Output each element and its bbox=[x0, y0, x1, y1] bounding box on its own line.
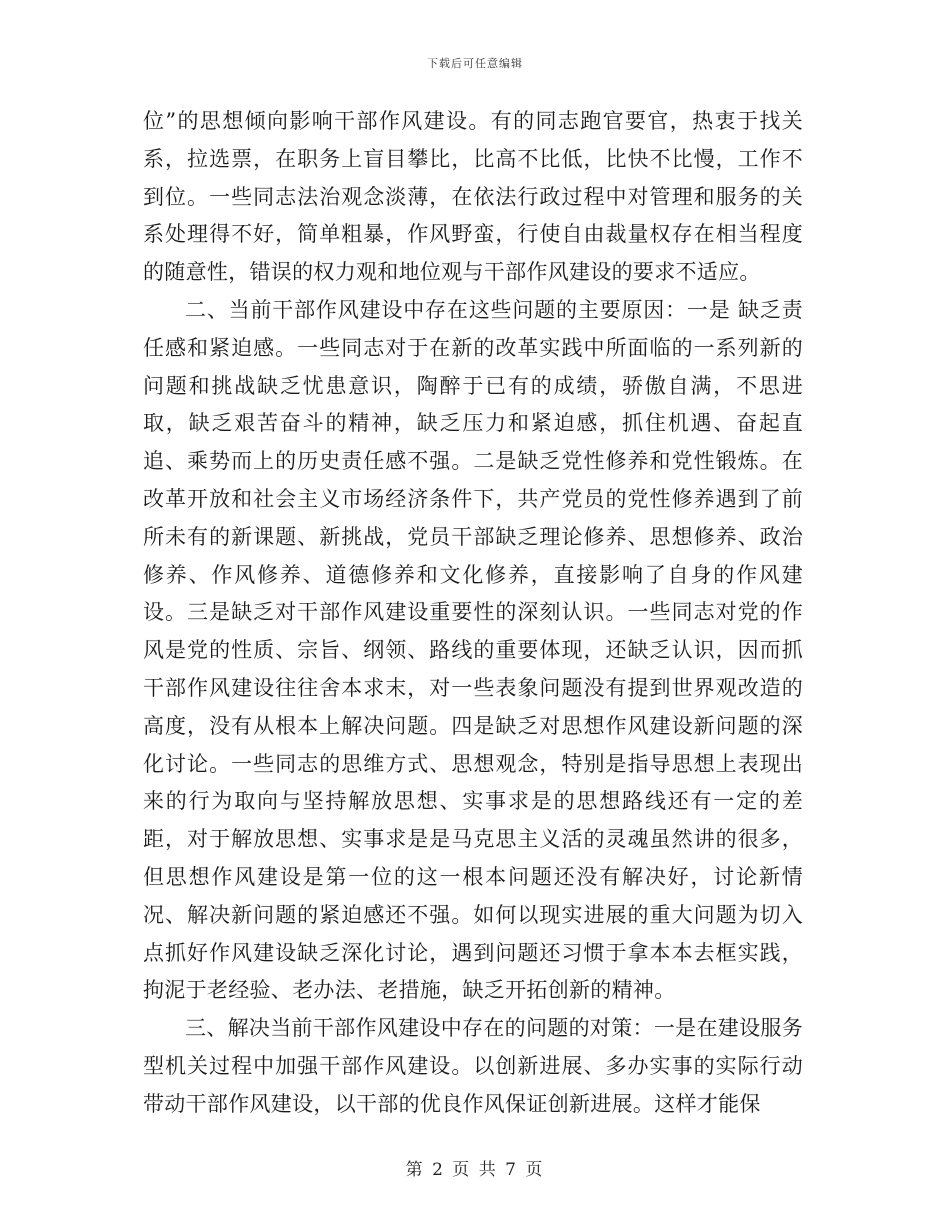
document-body bbox=[143, 103, 803, 1124]
page-header: 下载后可任意编辑 bbox=[427, 57, 523, 70]
paragraph-continuation: 位”的思想倾向影响干部作风建设。有的同志跑官要官，热衷于找关系，拉选票，在职务上盲目攀比，比高不比低，比快不比慢，工作不到位。一些同志法治观念淡薄，在依法行政过程中对管理和服务的关系处理得不好，简单粗暴，作风野蛮，行使自由裁量权存在相当程度的随意性，错误的权力观和地位观与干部作风建设的要求不适应。 bbox=[143, 109, 803, 285]
paragraph-causes: 二、当前干部作风建设中存在这些问题的主要原因：一是 缺乏责任感和紧迫感。一些同志对于在新的改革实践中所面临的一系列新的问题和挑战缺乏忧患意识，陶醉于已有的成绩，骄傲自满，不思进取，缺乏艰苦奋斗的精神，缺乏压力和紧迫感，抓住机遇、奋起直追、乘势而上的历史责任感不强。二是缺乏党性修养和党性锻炼。在改革开放和社会主义市场经济条件下，共产党员的党性修养遇到了前所未有的新课题、新挑战，党员干部缺乏理论修养、思想修养、政治修养、作风修养、道德修养和文化修养，直接影响了自身的作风建设。三是缺乏对干部作风建设重要性的深刻认识。一些同志对党的作风是党的性质、宗旨、纲领、路线的重要体现，还缺乏认识，因而抓干部作风建设往往舍本求末，对一些表象问题没有提到世界观改造的高度，没有从根本上解决问题。四是缺乏对思想作风建设新问题的深化讨论。一些同志的思维方式、思想观念，特别是指导思想上表现出来的行为取向与坚持解放思想、实事求是的思想路线还有一定的差距，对于解放思想、实事求是是马克思主义活的灵魂虽然讲的很多，但思想作风建设是第一位的这一根本问题还没有解决好，讨论新情况、解决新问题的紧迫感还不强。如何以现实进展的重大问题为切入点抓好作风建设缺乏深化讨论，遇到问题还习惯于拿本本去框实践，拘泥于老经验、老办法、老措施，缺乏开拓创新的精神。 bbox=[143, 297, 803, 1003]
page-number-footer: 第 2 页 共 7 页 bbox=[405, 1160, 545, 1180]
paragraph-countermeasures: 三、解决当前干部作风建设中存在的问题的对策：一是在建设服务型机关过程中加强干部作风建设。以创新进展、多办实事的实际行动带动干部作风建设，以干部的优良作风保证创新进展。这样才能保 bbox=[143, 1016, 803, 1116]
